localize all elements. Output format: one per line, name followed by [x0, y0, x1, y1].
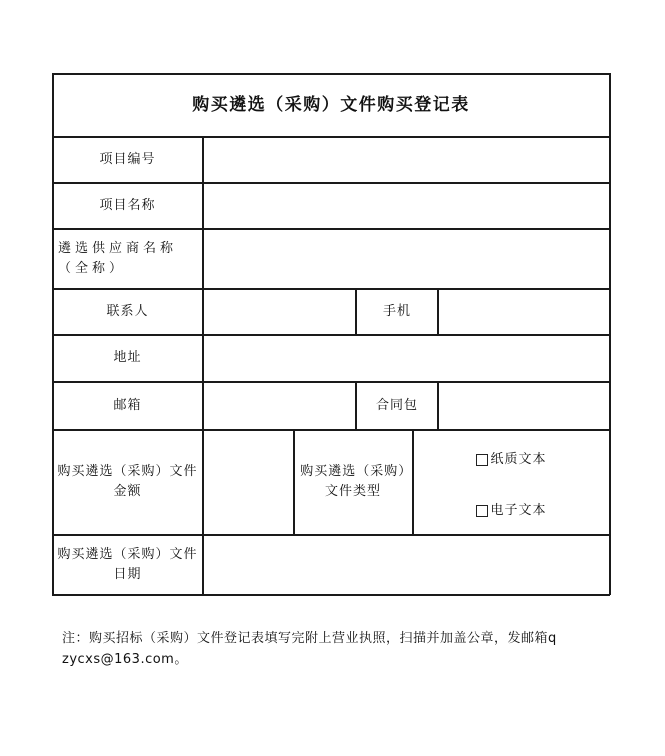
form-title: 购买遴选（采购）文件购买登记表	[192, 95, 470, 115]
mobile-field[interactable]	[439, 289, 609, 334]
project-name-label: 项目名称	[99, 197, 156, 213]
table-border-right	[609, 73, 611, 595]
paper-copy-checkbox[interactable]	[476, 454, 488, 466]
document-type-label: 购买遴选（采购）文件类型	[300, 464, 406, 499]
table-border-bottom	[52, 594, 610, 596]
footnote: 注：购买招标（采购）文件登记表填写完附上营业执照，扫描并加盖公章，发邮箱q zycxs@163.com。	[62, 631, 557, 667]
contact-person-label: 联系人	[106, 303, 149, 319]
document-date-field[interactable]	[204, 535, 609, 594]
electronic-copy-checkbox[interactable]	[476, 505, 488, 517]
supplier-name-label: 遴选供应商名称（全称）	[58, 240, 178, 276]
document-amount-label: 购买遴选（采购）文件金额	[57, 464, 198, 499]
document-date-label: 购买遴选（采购）文件日期	[57, 546, 198, 582]
paper-copy-label: 纸质文本	[490, 452, 547, 467]
contact-person-field[interactable]	[204, 289, 355, 334]
contract-package-field[interactable]	[439, 382, 609, 429]
email-label: 邮箱	[113, 397, 142, 413]
project-number-field[interactable]	[204, 137, 609, 182]
supplier-name-field[interactable]	[204, 229, 609, 288]
address-field[interactable]	[204, 335, 609, 381]
contract-package-label: 合同包	[375, 397, 418, 413]
email-field[interactable]	[204, 382, 355, 429]
project-name-field[interactable]	[204, 183, 609, 228]
paper-copy-option[interactable]	[414, 448, 609, 472]
mobile-label: 手机	[382, 303, 411, 319]
document-amount-field[interactable]	[204, 430, 293, 534]
electronic-copy-option[interactable]	[414, 499, 609, 523]
address-label: 地址	[113, 350, 142, 365]
electronic-copy-label: 电子文本	[490, 503, 547, 518]
amount-column-divider	[293, 429, 295, 535]
project-number-label: 项目编号	[99, 151, 156, 167]
